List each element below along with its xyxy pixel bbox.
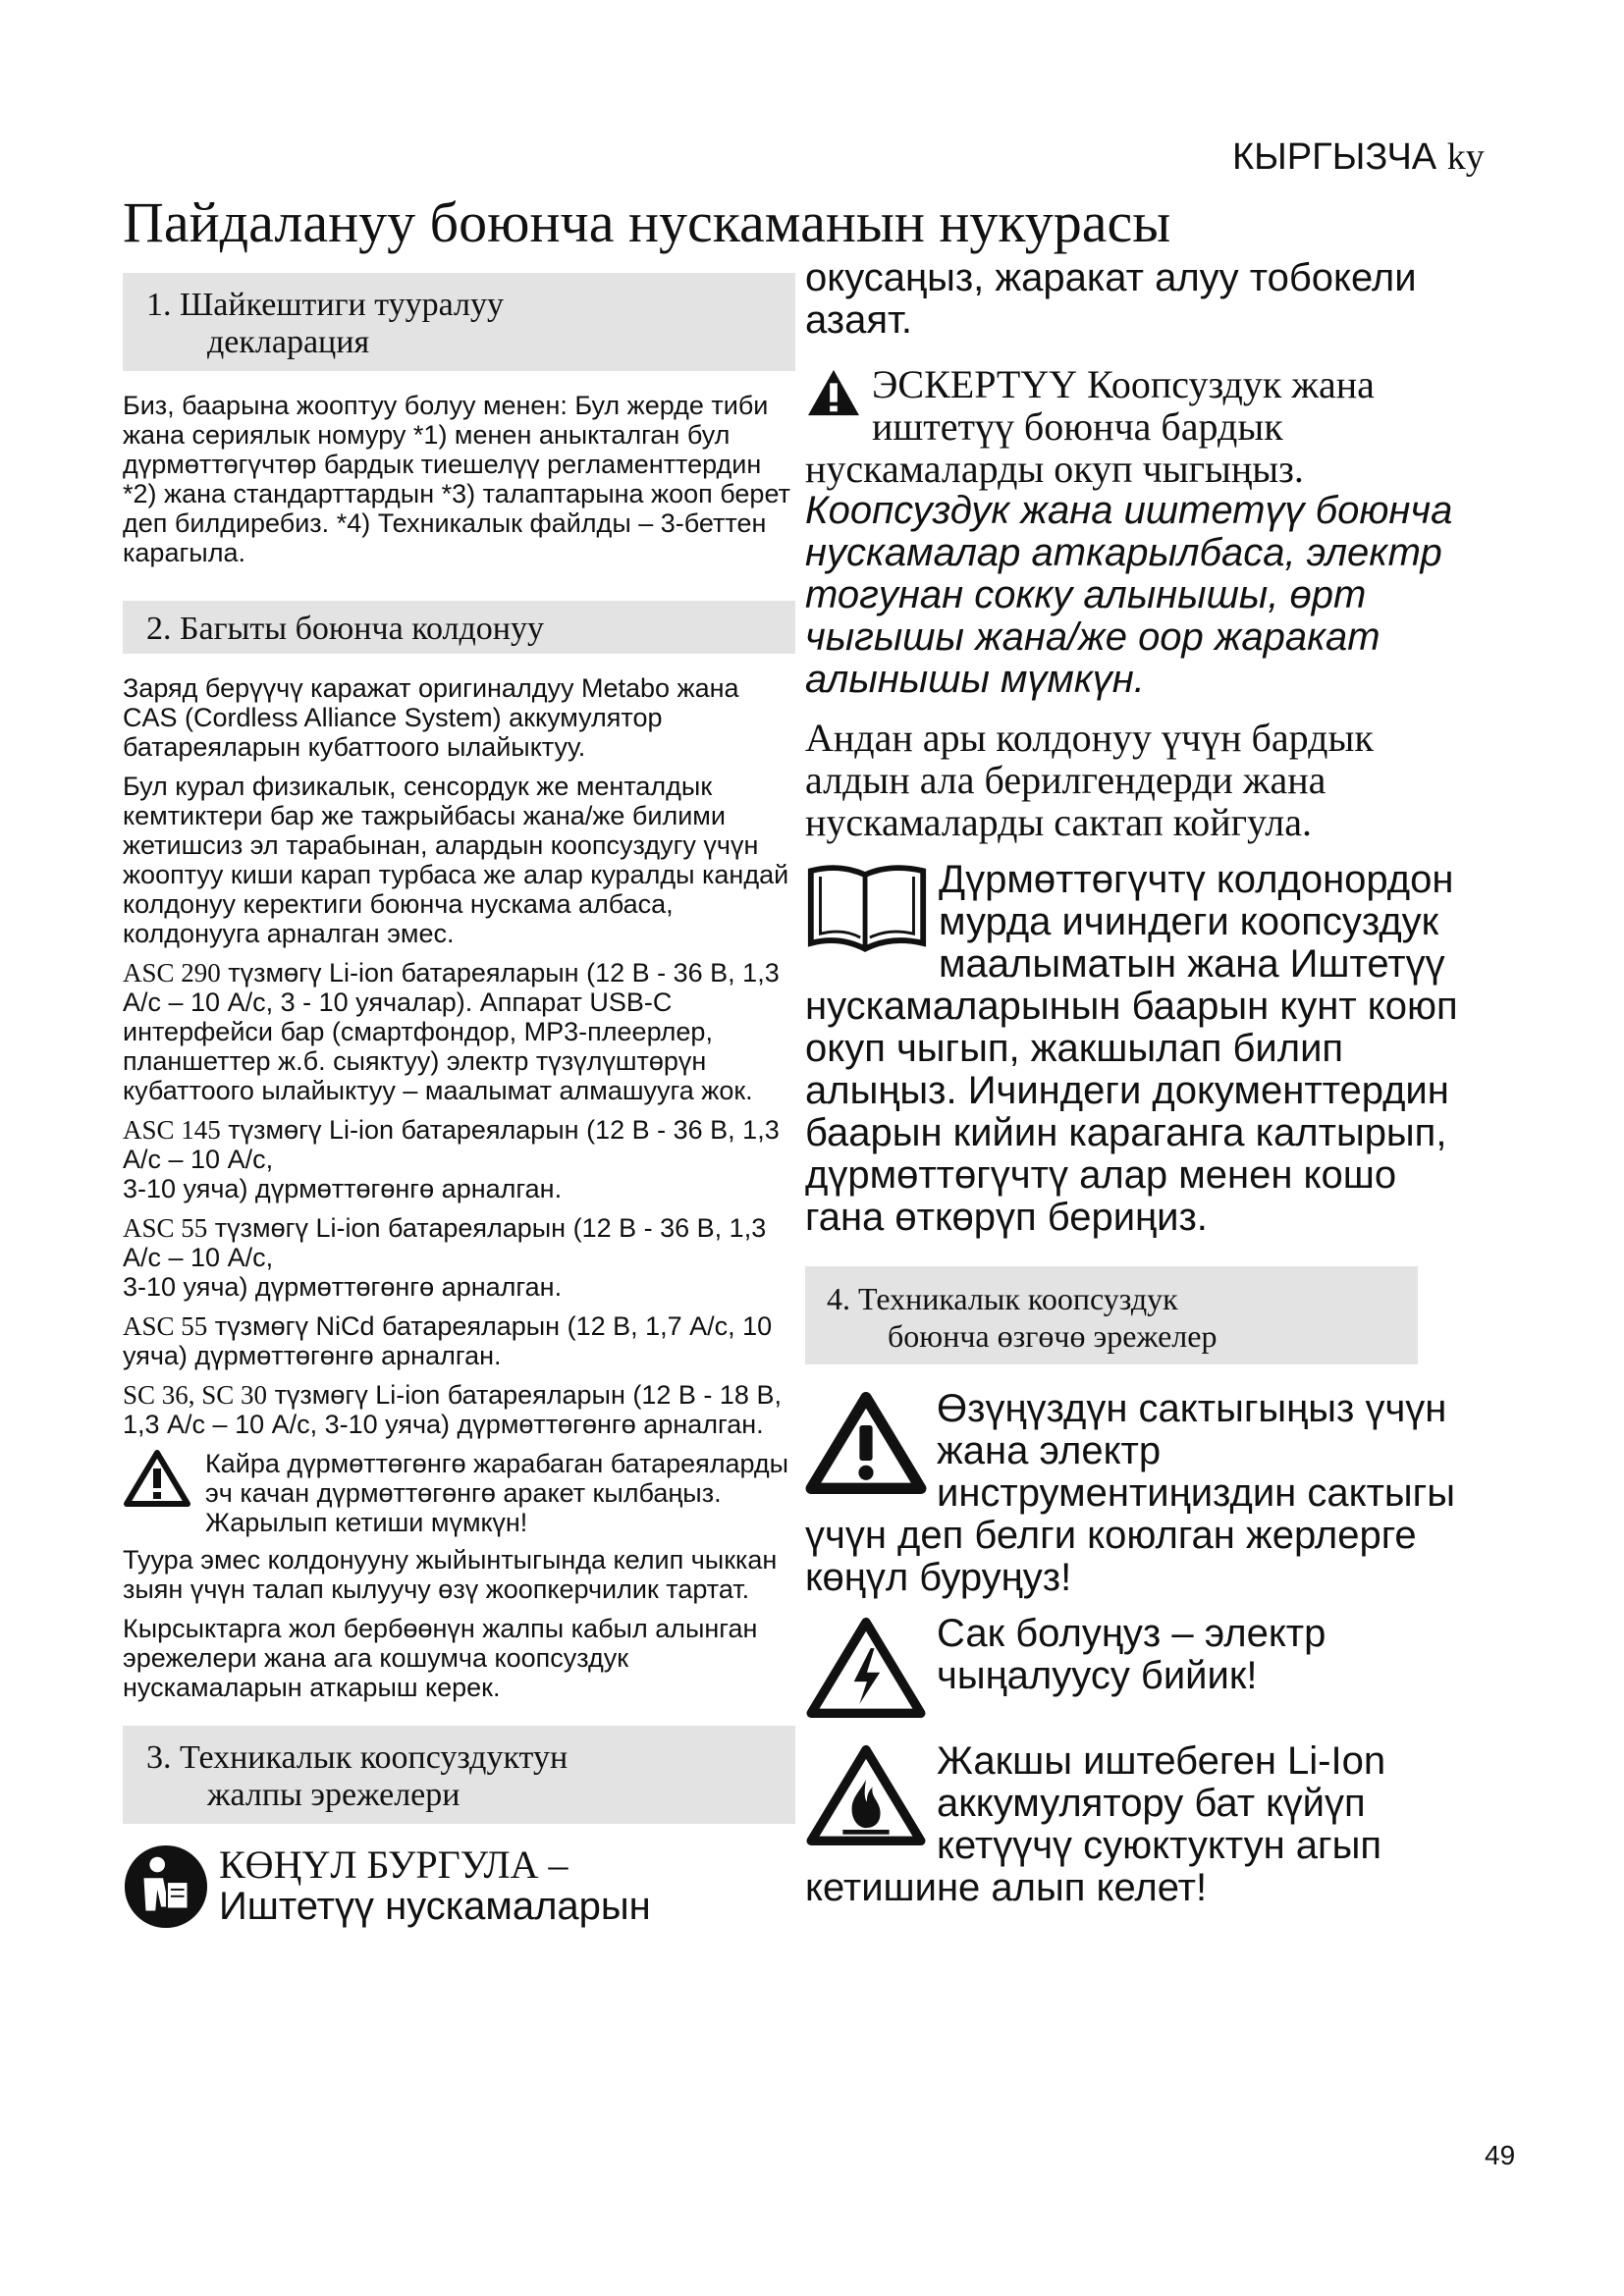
read-manual-icon [123,1843,209,1930]
manual-block: Дүрмөттөгүчтү колдонордон мурда ичиндеги коопсуздук маалыматын жана Иштетүү нускамаларынын баарын кунт коюп окуп чыгып, жакшылап билип алыңыз. Ичиндеги документтердин баарын кийин караганга калтырып, дүрмөттөгүчтү алар менен кошо гана өткөрүп бериңиз. [805,858,1458,1239]
attention-continuation: окусаңыз, жаракат алуу тобокели азаят. [805,256,1417,342]
warning-triangle-icon [805,367,862,418]
intended-use-p2: Бул курал физикалык, сенсордук же менталдык кемтиктери бар же тажрыйбасы жана/же билими жетишсиз эл тарабынан, алардын коопсуздугу үчүн жооптуу киши карап турбаса же алар куралды кандай колдонуу керектиги боюнча нускама албаса, колдонууга арналган эмес. [123,772,789,948]
high-voltage-icon [805,1617,927,1719]
general-warning-block: ЭСКЕРТҮҮ Коопсуздук жана иштетүү боюнча бардык нускамаларды окуп чыгыңыз. Коопсуздук жана иштетүү боюнча нускамалар аткарылбаса, электр тогунан сокку алынышы, өрт чыгышы жана/же оор жаракат алынышы мүмкүн. [805,362,1453,701]
model-asc145: ASC 145 түзмөгү Li-ion батареяларын (12 В - 36 В, 1,3 А/с – 10 А/с, 3-10 уяча) дүрмөттөгөнгө арналган. [123,1115,780,1203]
section-1-heading: 1. Шайкештиги тууралуу декларация [123,273,795,371]
warning-triangle-icon [123,1449,191,1508]
model-asc55-nicd: ASC 55 түзмөгү NiCd батареяларын (12 В, 1,7 А/с, 10 уяча) дүрмөттөгөнгө арналган. [123,1311,773,1370]
liability-text: Туура эмес колдонууну жыйынтыгында келип чыккан зыян үчүн талап кылуучу өзү жоопкерчилик тартат. [123,1545,778,1604]
model-asc55-liion: ASC 55 түзмөгү Li-ion батареяларын (12 В - 36 В, 1,3 А/с – 10 А/с, 3-10 уяча) дүрмөттөгөнгө арналган. [123,1213,767,1302]
language-code: ky [1446,136,1485,178]
attention-symbol-warning: Өзүңүздүн сактыгыңыз үчүн жана электр инструментиңиздин сактыгы үчүн деп белги коюлган жерлерге көңүл буруңуз! [805,1387,1455,1599]
flame-warning-icon [805,1744,927,1846]
section-3-heading: 3. Техникалык коопсуздуктун жалпы эрежелери [123,1726,795,1824]
right-column [805,257,1463,1909]
page-number: 49 [1485,2140,1516,2170]
model-asc290: ASC 290 түзмөгү Li-ion батареяларын (12 В - 36 В, 1,3 А/с – 10 А/с, 3 - 10 уячалар). Аппарат USB-C интерфейси бар (смартфондор, MP3-плеерлер, планшеттер ж.б. сыяктуу) электр түзүлүштөрүн кубаттоого ылайыктуу – маалымат алмашууга жок. [123,958,780,1105]
language-label [1232,135,1485,179]
intended-use-p1: Заряд берүүчү каражат оригиналдуу Metabo жана CAS (Cordless Alliance System) аккумулятор батареяларын кубаттоого ылайыктуу. [123,673,739,762]
declaration-text: Биз, баарына жооптуу болуу менен: Бул жерде тиби жана сериялык номуру *1) менен аныкталган бул дүрмөттөгүчтөр бардык тиешелүү регламенттердин *2) жана стандарттардын *3) талаптарына жооп берет деп билдиребиз. *4) Техникалык файлды – 3-беттен карагыла. [123,391,790,567]
attention-block: КӨҢҮЛ БУРГУЛА – Иштетүү нускамаларын [123,1843,795,1930]
language-name: КЫРГЫЗЧА [1232,136,1437,178]
high-voltage-warning: Сак болуңуз – электр чыңалуусу бийик! [805,1613,1463,1719]
section-2-heading: 2. Багыты боюнча колдонуу [123,601,795,654]
left-column [123,273,795,1930]
accident-rules-text: Кырсыктарга жол бербөөнүн жалпы кабыл алынган эрежелери жана ага кошумча коопсуздук нускамаларын аткарыш керек. [123,1614,758,1702]
warning-triangle-icon [805,1392,927,1494]
model-sc36-sc30: SC 36, SC 30 түзмөгү Li-ion батареяларын (12 В - 18 В, 1,3 А/с – 10 А/с, 3-10 уяча) дүрмөттөгөнгө арналган. [123,1380,782,1439]
nonrechargeable-warning: Кайра дүрмөттөгөнгө жарабаган батареяларды эч качан дүрмөттөгөнгө аракет кылбаңыз. Жарылып кетиши мүмкүн! [123,1449,795,1537]
keep-instructions-text: Андан ары колдонуу үчүн бардык алдын ала берилгендерди жана нускамаларды сактап койгула. [805,716,1374,844]
section-4-heading: 4. Техникалык коопсуздук боюнча өзгөчө эрежелер [805,1266,1418,1364]
page-title: Пайдалануу боюнча нускаманын нукурасы [123,190,1171,254]
open-book-icon [805,861,929,957]
flammable-warning: Жакшы иштебеген Li-Ion аккумулятору бат күйүп кетүүчү суюктуктун агып кетишине алып келет! [805,1739,1386,1909]
